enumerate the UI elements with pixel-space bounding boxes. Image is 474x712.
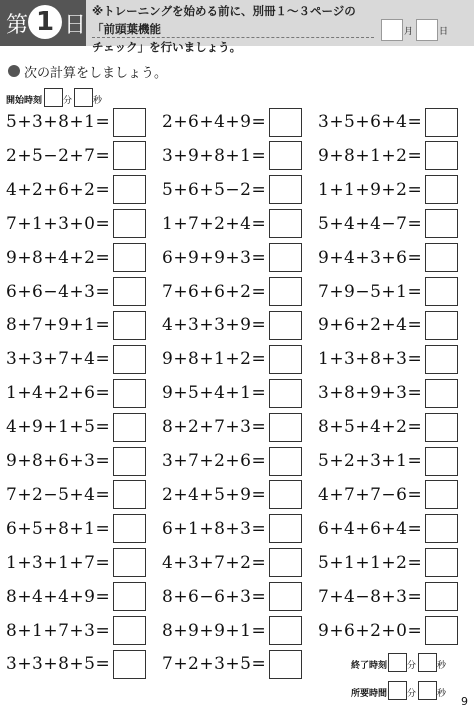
answer-box[interactable] [425, 447, 458, 476]
problem-expression: 9+8+1+2= [162, 349, 267, 370]
problem-expression: 7+2−5+4= [6, 484, 111, 505]
answer-box[interactable] [113, 379, 146, 408]
answer-box[interactable] [113, 243, 146, 272]
answer-box[interactable] [425, 413, 458, 442]
problem-expression: 7+4−8+3= [318, 586, 423, 607]
problem-expression: 5+6+5−2= [162, 179, 267, 200]
answer-box[interactable] [269, 141, 302, 170]
month-unit: 月 [404, 27, 414, 37]
problem-expression: 5+4+4−7= [318, 213, 423, 234]
answer-box[interactable] [269, 650, 302, 679]
answer-box[interactable] [113, 616, 146, 645]
answer-box[interactable] [425, 379, 458, 408]
problem-item [318, 209, 458, 239]
problem-expression: 2+5−2+7= [6, 145, 111, 166]
problem-expression: 9+6+2+4= [318, 315, 423, 336]
answer-box[interactable] [113, 277, 146, 306]
answer-box[interactable] [425, 209, 458, 238]
problem-expression: 1+3+1+7= [6, 552, 111, 573]
answer-box[interactable] [113, 141, 146, 170]
answer-box[interactable] [269, 243, 302, 272]
problem-expression: 1+4+2+6= [6, 383, 111, 404]
problem-item [318, 243, 458, 273]
problem-expression: 8+9+9+1= [162, 620, 267, 641]
problem-expression: 5+3+8+1= [6, 112, 111, 132]
problem-expression: 5+1+1+2= [318, 552, 423, 573]
answer-box[interactable] [269, 447, 302, 476]
problem-expression: 4+3+7+2= [162, 552, 267, 573]
elapsed-seconds-input[interactable] [418, 681, 437, 700]
answer-box[interactable] [425, 277, 458, 306]
problem-expression: 8+1+7+3= [6, 620, 111, 641]
answer-box[interactable] [269, 345, 302, 374]
elapsed-sec-unit: 秒 [437, 689, 447, 699]
answer-box[interactable] [269, 175, 302, 204]
end-minutes-input[interactable] [388, 653, 407, 672]
problem-expression: 8+5+4+2= [318, 417, 423, 438]
problem-expression: 2+6+4+9= [162, 112, 267, 132]
answer-box[interactable] [113, 548, 146, 577]
day-number: 1 [28, 5, 62, 39]
problem-expression: 7+6+6+2= [162, 281, 267, 302]
problem-item [162, 378, 302, 408]
answer-box[interactable] [113, 413, 146, 442]
page-number: 9 [461, 695, 468, 708]
elapsed-time-label: 所要時間 [351, 689, 388, 699]
problem-expression: 1+3+8+3= [318, 349, 423, 370]
end-sec-unit: 秒 [437, 661, 447, 671]
problem-item [318, 277, 458, 307]
problem-item [318, 582, 458, 612]
problem-expression: 8+2+7+3= [162, 417, 267, 438]
answer-box[interactable] [425, 548, 458, 577]
problem-expression: 5+2+3+1= [318, 451, 423, 471]
answer-box[interactable] [425, 616, 458, 645]
start-min-unit: 分 [63, 96, 73, 106]
problem-item [6, 378, 146, 408]
problem-item [318, 344, 458, 374]
answer-box[interactable] [269, 480, 302, 509]
answer-box[interactable] [113, 209, 146, 238]
answer-box[interactable] [425, 311, 458, 340]
problem-expression: 9+6+2+0= [318, 620, 423, 641]
problem-expression: 2+4+5+9= [162, 484, 267, 505]
problem-item [6, 175, 146, 205]
problem-item [162, 480, 302, 510]
problem-expression: 9+8+6+3= [6, 451, 111, 471]
problem-item [6, 277, 146, 307]
answer-box[interactable] [113, 650, 146, 679]
problem-item [162, 344, 302, 374]
answer-box[interactable] [425, 345, 458, 374]
problem-expression: 3+9+8+1= [162, 145, 267, 166]
problem-expression: 4+7+7−6= [318, 484, 423, 505]
problem-item [162, 446, 302, 476]
day-input[interactable] [416, 19, 438, 41]
instruction-bullet-icon [8, 65, 20, 77]
problem-item [6, 446, 146, 476]
problem-item [162, 548, 302, 578]
problem-item [318, 378, 458, 408]
answer-box[interactable] [113, 108, 146, 137]
problem-expression: 9+8+1+2= [318, 145, 423, 166]
notice-rule [92, 37, 374, 38]
problem-expression: 8+6−6+3= [162, 586, 267, 607]
answer-box[interactable] [269, 379, 302, 408]
answer-box[interactable] [425, 480, 458, 509]
answer-box[interactable] [425, 514, 458, 543]
day-unit: 日 [439, 27, 449, 37]
problem-item [318, 480, 458, 510]
problem-expression: 4+3+3+9= [162, 315, 267, 336]
problem-item [6, 310, 146, 340]
start-minutes-input[interactable] [44, 88, 63, 107]
problem-item [318, 107, 458, 137]
answer-box[interactable] [425, 108, 458, 137]
start-sec-unit: 秒 [93, 96, 103, 106]
problem-item [162, 175, 302, 205]
problem-expression: 4+2+6+2= [6, 179, 111, 200]
answer-box[interactable] [425, 582, 458, 611]
problem-item [162, 107, 302, 137]
problem-expression: 3+8+9+3= [318, 383, 423, 404]
answer-box[interactable] [425, 175, 458, 204]
answer-box[interactable] [269, 616, 302, 645]
problem-expression: 9+8+4+2= [6, 247, 111, 268]
problem-item [318, 310, 458, 340]
answer-box[interactable] [113, 311, 146, 340]
problem-expression: 6+4+6+4= [318, 518, 423, 539]
answer-box[interactable] [425, 243, 458, 272]
problem-item [6, 107, 146, 137]
problem-item [6, 209, 146, 239]
problem-item [6, 582, 146, 612]
problem-expression: 6+6−4+3= [6, 281, 111, 302]
problem-expression: 6+5+8+1= [6, 518, 111, 539]
day-badge [0, 0, 86, 46]
problem-item [162, 649, 302, 679]
problem-item [318, 141, 458, 171]
problem-expression: 8+4+4+9= [6, 586, 111, 607]
end-min-unit: 分 [407, 661, 417, 671]
problem-expression: 7+2+3+5= [162, 654, 267, 675]
instruction: 次の計算をしましょう。 [24, 66, 168, 81]
problem-item [6, 141, 146, 171]
problem-item [6, 548, 146, 578]
day-suffix: 日 [64, 13, 87, 38]
problem-item [6, 514, 146, 544]
problem-item [162, 310, 302, 340]
answer-box[interactable] [113, 345, 146, 374]
problem-item [6, 243, 146, 273]
start-time-label: 開始時刻 [6, 96, 43, 106]
problem-item [318, 412, 458, 442]
problem-item [162, 277, 302, 307]
problem-item [318, 616, 458, 646]
day-prefix: 第 [6, 13, 29, 38]
problem-item [318, 548, 458, 578]
answer-box[interactable] [269, 548, 302, 577]
end-time-label: 終了時刻 [351, 661, 388, 671]
problem-expression: 3+7+2+6= [162, 451, 267, 471]
answer-box[interactable] [269, 582, 302, 611]
problem-expression: 3+3+8+5= [6, 654, 111, 675]
answer-box[interactable] [269, 514, 302, 543]
problem-item [162, 514, 302, 544]
problem-expression: 9+5+4+1= [162, 383, 267, 404]
problem-expression: 9+4+3+6= [318, 247, 423, 268]
problem-expression: 3+5+6+4= [318, 112, 423, 132]
problem-item [318, 514, 458, 544]
problem-expression: 6+9+9+3= [162, 247, 267, 268]
answer-box[interactable] [269, 209, 302, 238]
problem-item [318, 175, 458, 205]
problem-item [162, 209, 302, 239]
problem-expression: 1+7+2+4= [162, 213, 267, 234]
problem-item [162, 582, 302, 612]
problem-item [6, 649, 146, 679]
answer-box[interactable] [425, 141, 458, 170]
elapsed-minutes-input[interactable] [388, 681, 407, 700]
problem-item [162, 243, 302, 273]
problem-item [162, 616, 302, 646]
problem-item [162, 141, 302, 171]
answer-box[interactable] [269, 413, 302, 442]
notice-line-2: チェック」を行いましょう。 [92, 40, 242, 54]
problem-expression: 7+9−5+1= [318, 281, 423, 302]
answer-box[interactable] [113, 514, 146, 543]
answer-box[interactable] [269, 277, 302, 306]
start-seconds-input[interactable] [74, 88, 93, 107]
problem-expression: 1+1+9+2= [318, 179, 423, 200]
notice [92, 2, 376, 56]
notice-line-1: ※トレーニングを始める前に、別冊１〜３ページの「前頭葉機能 [92, 4, 356, 36]
answer-box[interactable] [269, 108, 302, 137]
problem-item [6, 412, 146, 442]
answer-box[interactable] [113, 175, 146, 204]
answer-box[interactable] [113, 480, 146, 509]
answer-box[interactable] [113, 447, 146, 476]
elapsed-min-unit: 分 [407, 689, 417, 699]
problem-expression: 3+3+7+4= [6, 349, 111, 370]
problem-expression: 7+1+3+0= [6, 213, 111, 234]
problem-item [318, 446, 458, 476]
month-input[interactable] [381, 19, 403, 41]
problem-item [6, 480, 146, 510]
answer-box[interactable] [113, 582, 146, 611]
end-seconds-input[interactable] [418, 653, 437, 672]
problem-item [6, 616, 146, 646]
answer-box[interactable] [269, 311, 302, 340]
problem-item [162, 412, 302, 442]
problem-expression: 4+9+1+5= [6, 417, 111, 438]
problem-expression: 6+1+8+3= [162, 518, 267, 539]
problem-expression: 8+7+9+1= [6, 315, 111, 336]
problem-item [6, 344, 146, 374]
